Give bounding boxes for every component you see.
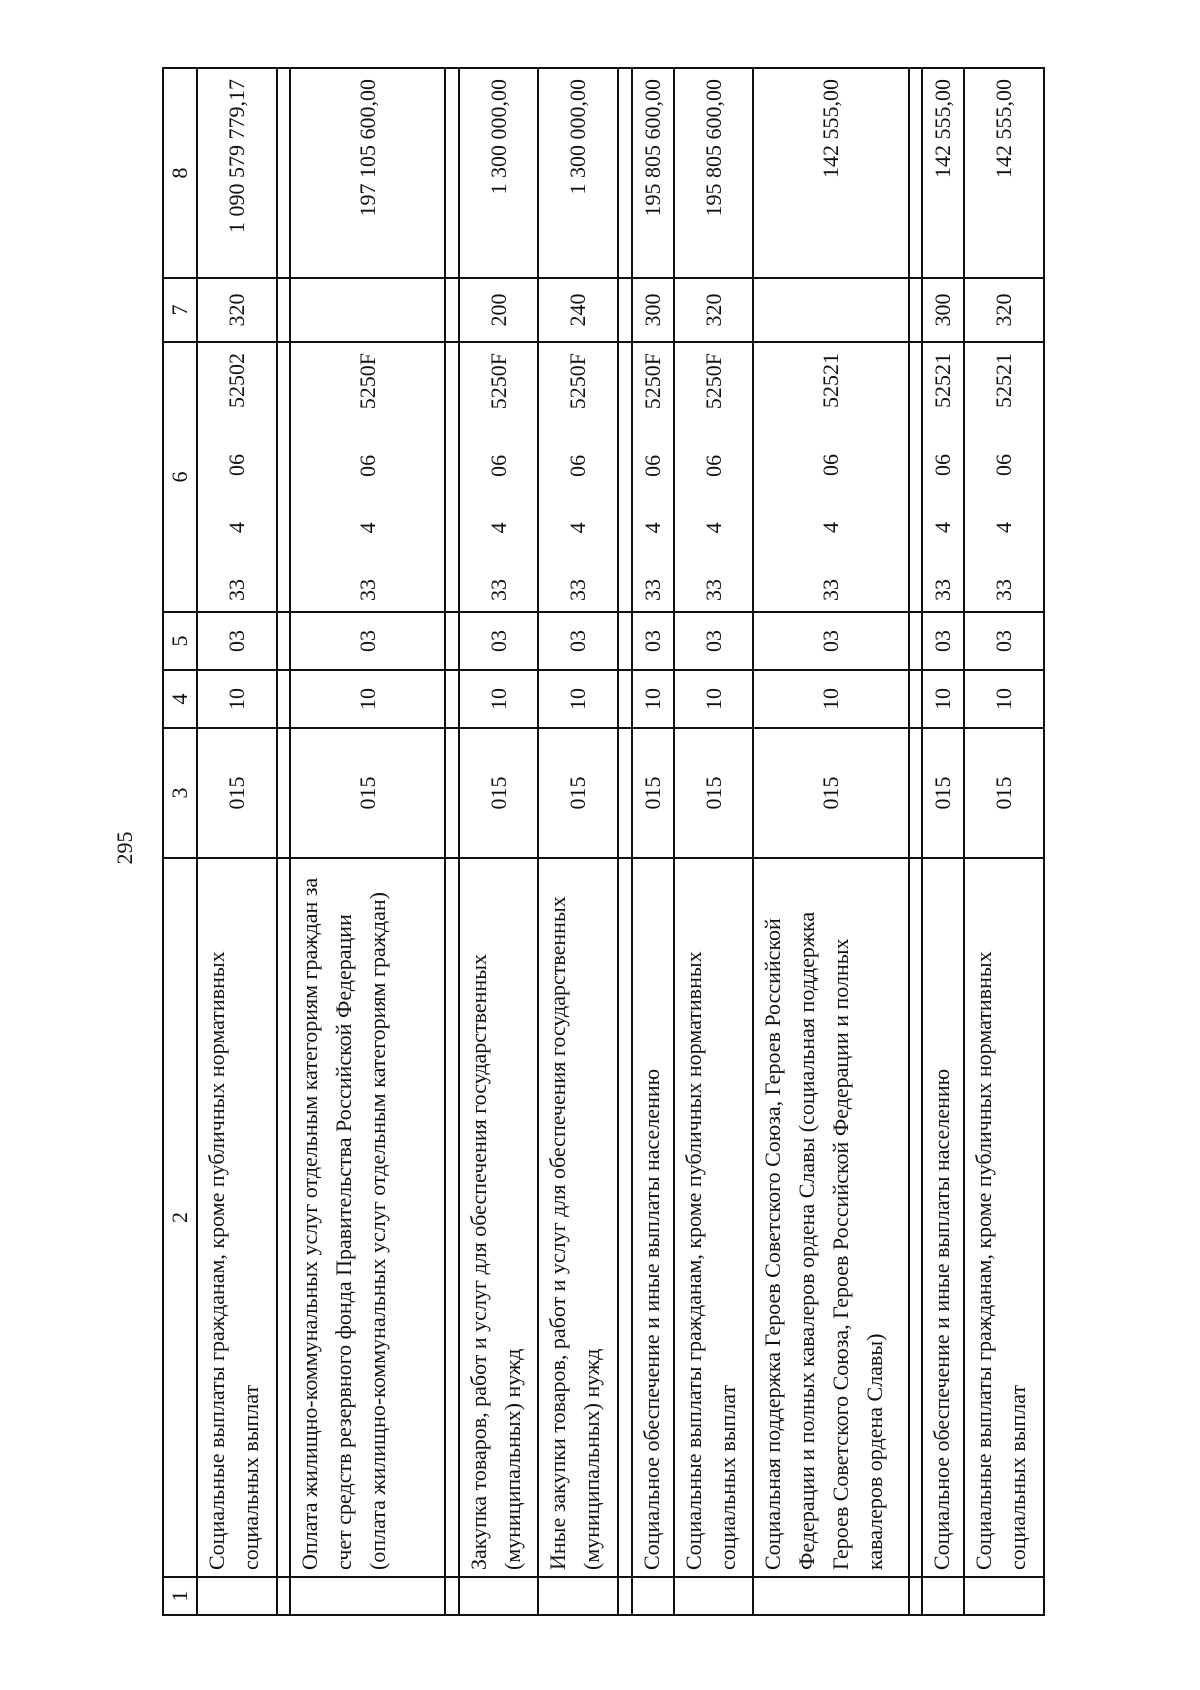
target-article-cell	[632, 342, 674, 612]
target-article-part: 06	[930, 454, 956, 476]
target-article-part: 5250F	[354, 353, 380, 410]
column-header: 3	[163, 728, 197, 858]
target-article-part: 06	[700, 454, 726, 477]
item-name-cell: Закупка товаров, работ и услуг для обеспечения государственных (муниципальных) нужд	[459, 858, 539, 1577]
column-header: 4	[163, 670, 197, 728]
spacer-cell	[909, 342, 922, 612]
table-row	[922, 68, 964, 1615]
spacer-cell	[618, 612, 631, 670]
spacer-cell	[445, 68, 458, 278]
row-number-cell	[964, 1577, 1044, 1615]
target-article-cell	[753, 342, 908, 612]
spacer-cell	[445, 670, 458, 728]
column-number-row	[163, 68, 197, 1615]
spacer-cell	[277, 858, 290, 1577]
expense-type-cell: 200	[459, 278, 539, 342]
row-number-cell	[632, 1577, 674, 1615]
column-header: 2	[163, 858, 197, 1577]
target-article-part: 06	[639, 454, 665, 477]
row-number-cell	[197, 1577, 277, 1615]
expense-type-cell	[290, 278, 445, 342]
item-name-cell: Социальная поддержка Героев Советского Союза, Героев Российской Федерации и полных кавалеров ордена Славы (социальная поддержка Героев Советского Союза, Героев Российской Федерации и полных кавалеров ордена Славы)	[753, 858, 908, 1577]
row-number-cell	[674, 1577, 754, 1615]
target-article-part: 06	[991, 454, 1017, 476]
column-header: 6	[163, 342, 197, 612]
spacer-cell	[618, 68, 631, 278]
item-name-cell: Социальное обеспечение и иные выплаты населению	[632, 858, 674, 1577]
amount-cell: 1 300 000,00	[459, 68, 539, 278]
spacer-cell	[618, 858, 631, 1577]
amount-cell: 197 105 600,00	[290, 68, 445, 278]
spacer-cell	[445, 728, 458, 858]
target-article-cell	[290, 342, 445, 612]
target-article-cell	[964, 342, 1044, 612]
target-article-part: 33	[565, 579, 591, 601]
expense-type-cell: 300	[922, 278, 964, 342]
item-name-cell: Иные закупки товаров, работ и услуг для обеспечения государственных (муниципальных) нужд	[538, 858, 618, 1577]
amount-cell: 142 555,00	[753, 68, 908, 278]
spacer-cell	[618, 278, 631, 342]
table-row	[290, 68, 445, 1615]
section-code-cell: 10	[632, 670, 674, 728]
column-header: 8	[163, 68, 197, 278]
table-row	[459, 68, 539, 1615]
row-number-cell	[290, 1577, 445, 1615]
spacer-cell	[445, 858, 458, 1577]
subsection-code-cell: 03	[290, 612, 445, 670]
spacer-cell	[277, 68, 290, 278]
table-row	[964, 68, 1044, 1615]
target-article-part: 06	[354, 454, 380, 477]
row-number-cell	[538, 1577, 618, 1615]
target-article-part: 4	[930, 522, 956, 533]
page-number: 295	[112, 831, 137, 865]
ministry-code-cell: 015	[753, 728, 908, 858]
column-header: 1	[163, 1577, 197, 1615]
subsection-code-cell: 03	[197, 612, 277, 670]
ministry-code-cell: 015	[290, 728, 445, 858]
spacer-cell	[909, 858, 922, 1577]
ministry-code-cell: 015	[964, 728, 1044, 858]
item-name-cell: Социальные выплаты гражданам, кроме публичных нормативных социальных выплат	[197, 858, 277, 1577]
target-article-part: 5250F	[565, 353, 591, 410]
amount-cell: 142 555,00	[922, 68, 964, 278]
rotated-table-container	[162, 69, 1045, 1616]
target-article-part: 06	[565, 454, 591, 477]
row-number-cell	[922, 1577, 964, 1615]
table-row	[674, 68, 754, 1615]
spacer-cell	[277, 670, 290, 728]
subsection-code-cell: 03	[674, 612, 754, 670]
spacer-row	[909, 68, 922, 1615]
target-article-part: 4	[991, 522, 1017, 533]
target-article-part: 06	[223, 454, 249, 476]
item-name-cell: Оплата жилищно-коммунальных услуг отдельным категориям граждан за счет средств резервного фонда Правительства Российской Федерации (оплата жилищно-коммунальных услуг отдельным категориям граждан)	[290, 858, 445, 1577]
target-article-part: 5250F	[485, 353, 511, 410]
budget-table	[162, 67, 1045, 1616]
spacer-cell	[618, 670, 631, 728]
ministry-code-cell: 015	[538, 728, 618, 858]
target-article-part: 4	[639, 522, 665, 534]
expense-type-cell: 320	[674, 278, 754, 342]
spacer-row	[618, 68, 631, 1615]
ministry-code-cell: 015	[922, 728, 964, 858]
table-row	[753, 68, 908, 1615]
column-header: 7	[163, 278, 197, 342]
target-article-cell	[459, 342, 539, 612]
table-row	[632, 68, 674, 1615]
spacer-row	[277, 68, 290, 1615]
ministry-code-cell: 015	[632, 728, 674, 858]
target-article-part: 33	[485, 579, 511, 601]
target-article-part: 4	[818, 522, 844, 533]
subsection-code-cell: 03	[964, 612, 1044, 670]
spacer-cell	[445, 612, 458, 670]
target-article-part: 4	[485, 522, 511, 534]
section-code-cell: 10	[674, 670, 754, 728]
target-article-part: 06	[485, 454, 511, 477]
target-article-part: 33	[700, 579, 726, 601]
spacer-cell	[445, 278, 458, 342]
target-article-part: 52502	[223, 353, 249, 408]
expense-type-cell: 300	[632, 278, 674, 342]
spacer-cell	[277, 342, 290, 612]
spacer-cell	[618, 728, 631, 858]
target-article-cell	[922, 342, 964, 612]
amount-cell: 1 090 579 779,17	[197, 68, 277, 278]
section-code-cell: 10	[964, 670, 1044, 728]
spacer-cell	[909, 68, 922, 278]
section-code-cell: 10	[459, 670, 539, 728]
target-article-cell	[538, 342, 618, 612]
expense-type-cell	[753, 278, 908, 342]
target-article-part: 06	[818, 454, 844, 476]
table-row	[538, 68, 618, 1615]
expense-type-cell: 240	[538, 278, 618, 342]
target-article-part: 33	[930, 579, 956, 601]
item-name-cell: Социальные выплаты гражданам, кроме публичных нормативных социальных выплат	[674, 858, 754, 1577]
table-row	[197, 68, 277, 1615]
column-header: 5	[163, 612, 197, 670]
subsection-code-cell: 03	[459, 612, 539, 670]
subsection-code-cell: 03	[538, 612, 618, 670]
expense-type-cell: 320	[964, 278, 1044, 342]
item-name-cell: Социальное обеспечение и иные выплаты населению	[922, 858, 964, 1577]
target-article-part: 4	[700, 522, 726, 534]
target-article-part: 4	[223, 522, 249, 533]
target-article-part: 52521	[818, 353, 844, 408]
spacer-cell	[618, 1577, 631, 1615]
target-article-cell	[674, 342, 754, 612]
spacer-cell	[909, 670, 922, 728]
spacer-cell	[277, 1577, 290, 1615]
row-number-cell	[459, 1577, 539, 1615]
section-code-cell: 10	[753, 670, 908, 728]
target-article-part: 33	[991, 579, 1017, 601]
section-code-cell: 10	[922, 670, 964, 728]
target-article-part: 52521	[930, 353, 956, 408]
amount-cell: 195 805 600,00	[632, 68, 674, 278]
amount-cell: 1 300 000,00	[538, 68, 618, 278]
spacer-cell	[909, 728, 922, 858]
target-article-part: 33	[223, 579, 249, 601]
spacer-cell	[277, 278, 290, 342]
target-article-part: 5250F	[700, 353, 726, 410]
spacer-cell	[618, 342, 631, 612]
target-article-part: 33	[639, 579, 665, 601]
row-number-cell	[753, 1577, 908, 1615]
subsection-code-cell: 03	[922, 612, 964, 670]
spacer-cell	[445, 342, 458, 612]
spacer-cell	[445, 1577, 458, 1615]
subsection-code-cell: 03	[753, 612, 908, 670]
target-article-part: 4	[565, 522, 591, 534]
section-code-cell: 10	[290, 670, 445, 728]
spacer-row	[445, 68, 458, 1615]
subsection-code-cell: 03	[632, 612, 674, 670]
ministry-code-cell: 015	[674, 728, 754, 858]
target-article-part: 33	[354, 579, 380, 601]
spacer-cell	[277, 612, 290, 670]
target-article-part: 52521	[991, 353, 1017, 408]
amount-cell: 195 805 600,00	[674, 68, 754, 278]
expense-type-cell: 320	[197, 278, 277, 342]
spacer-cell	[277, 728, 290, 858]
spacer-cell	[909, 1577, 922, 1615]
section-code-cell: 10	[538, 670, 618, 728]
target-article-cell	[197, 342, 277, 612]
amount-cell: 142 555,00	[964, 68, 1044, 278]
item-name-cell: Социальные выплаты гражданам, кроме публичных нормативных социальных выплат	[964, 858, 1044, 1577]
spacer-cell	[909, 278, 922, 342]
section-code-cell: 10	[197, 670, 277, 728]
target-article-part: 5250F	[639, 353, 665, 410]
spacer-cell	[909, 612, 922, 670]
target-article-part: 4	[354, 522, 380, 534]
target-article-part: 33	[818, 579, 844, 601]
ministry-code-cell: 015	[459, 728, 539, 858]
ministry-code-cell: 015	[197, 728, 277, 858]
